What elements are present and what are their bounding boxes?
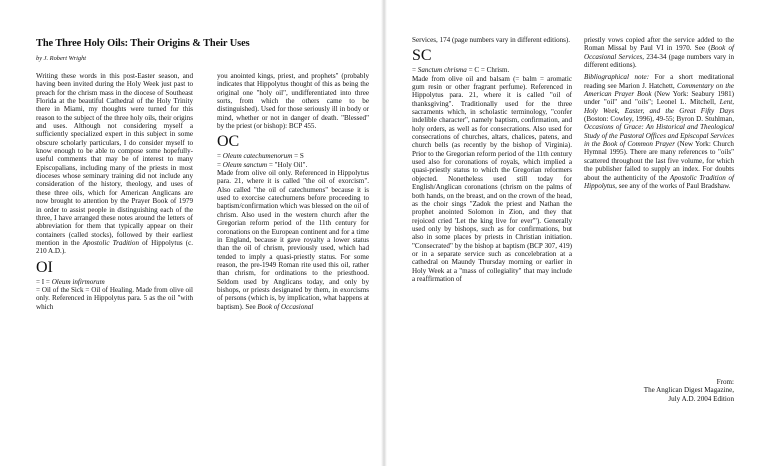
source-attribution	[584, 378, 734, 403]
sc-heading: SC	[412, 47, 432, 65]
sc-definition: = Sanctum chrisma = C = Chrism.	[412, 66, 510, 75]
article-byline: by J. Robert Wright	[36, 55, 87, 62]
column-4	[584, 36, 734, 190]
column-1	[36, 72, 193, 311]
article-title: The Three Holy Oils: Their Origins & Their Uses	[36, 38, 250, 49]
column-2	[217, 72, 369, 311]
intro-source-title: Apostolic Tradition	[82, 238, 140, 247]
oc-definition-2: = Oleum sanctum = "Holy Oil".	[217, 160, 308, 169]
sc-paragraph: Made from olive oil and balsam (= balm = aromatic gum resin or other fragrant perfume). Referenced in Hippolytus para. 21, where it is called "oil of thanksgiving". Traditionally used for the three sacraments which, in scholastic terminology, "confer indelible character", namely baptism, confirmation, and holy orders, as well as for consecrations. Also used for consecrations of churches, altars, chalices, patens, and church bells (as recently by the bishop of Virginia). Prior to the Gregorian reform period of the 11th century used also for coronations of royals, which implied a quasi-priestly status to which the Gregorian reformers objected. Nonetheless used still today for English/Anglican coronations (chrism on the palms of both hands, on the breast, and on the crown of the head, as the choir sings "Zadok the priest and Nathan the prophet anointed Solomon in Zion, and they that rejoiced cried 'Let the king live for ever'"). Generally used only by bishops, such as for confirmations, but also in some places by priests in Christian initiation. "Consecrated" by the bishop at baptism (BCP 307, 419) or in a separate service such as concelebration at a cathedral on Maundy Thursday morning or earlier in Holy Week at a "mass of collegiality" that may include a reaffirmation of	[412, 74, 572, 283]
oc-definition-1: = Oleum catechumenorum = S	[217, 152, 304, 161]
oc-heading: OC	[217, 133, 240, 151]
source-publication: The Anglican Digest Magazine,	[643, 386, 734, 395]
bibliographical-note: Bibliographical note: For a short meditational reading see Marion J. Hatchett, Commentary on the American Prayer Book (New York: Seabury 1981) under "oil" and "oils"; Leonel L. Mitchell, Lent, Holy Week, Easter, and the Great Fifty Days (Boston: Cowley, 1996), 49-55; Byron D. Stuhlman, Occasions of Grace: An Historical and Theological Study of the Pastoral Offices and Episcopal Services in the Book of Common Prayer (New York: Church Hymnal 1995). There are many references to "oils" scattered throughout the last five volume, for which the publisher failed to supply an index. For doubts about the authenticity of the Apostolic Tradition of Hippolytus, see any of the works of Paul Bradshaw.	[584, 73, 734, 190]
intro-paragraph: Writing these words in this post-Easter season, and having been invited during the Holy Week just past to preach for the chrism mass in the diocese of Southeast Florida at the beautiful Cathedral of the Holy Trinity there in Miami, my thoughts were turned for this reason to the subject of the three holy oils, their origins and uses. Although not considering myself a sufficiently specialized expert in this subject in some obscure scholarly particulars, I do consider myself to know enough to be able to compose some hopefully-useful comments that may be of interest to many Episcopalians, including many of the priests in most dioceses whose seminary training did not include any consideration of the history, theology, and uses of these three oils, which for American Anglicans are now brought to attention by the Prayer Book of 1979 in order to assist people in distinguishing each of the three, I have arranged these notes around the letters of abbreviation for them that typically appear on their containers (called stocks), followed by their earliest mention in the Apostolic Tradition of Hippolytus (c. 210 A.D.).	[36, 72, 194, 256]
oc-paragraph: Made from olive oil only. Referenced in Hippolytus para. 21, where it is called "the oil of exorcism". Also called "the oil of catechumens" because it is used to exorcise catechumens before proceeding to baptism/confirmation which was blessed on the oil of chrism. Also used in the western church after the Gregorian reform period of the 11th century for coronations on the European continent and for a time in England, because it gave royalty a lower status than the oil of chrism, previously used, which had tended to imply a quasi-priestly status. For some reason, the pre-1949 Roman rite used this oil, rather than chrism, for ordinations to the priesthood. Seldom used by Anglicans today, and only by bishops, or priests designated by them, in exorcisms of persons (which is, by implication, what happens at baptism). See Book of Occasional	[217, 169, 369, 311]
source-edition: July A.D. 2004 Edition	[668, 394, 734, 403]
oi-definition: = I = Oleum infirmorum	[36, 277, 105, 286]
source-from: From:	[716, 378, 734, 386]
oi-paragraph: = Oil of the Sick = Oil of Healing. Made from olive oil only. Referenced in Hippolytus para. 5 as the oil "with which	[36, 285, 193, 311]
col2-top-paragraph: you anointed kings, priest, and prophets" (probably indicates that Hippolytus thought of this as being the original one "holy oil", undifferentiated into three sorts, from which the others came to be distinguished). Used for those seriously ill in body or mind, whether or not in danger of death. "Blessed" by the priest (or bishop): BCP 455.	[217, 72, 369, 131]
oi-heading: OI	[36, 258, 53, 276]
col3-top-paragraph: Services, 174 (page numbers vary in different editions).	[412, 36, 571, 44]
note-label: Bibliographical note:	[584, 73, 650, 82]
col4-top-paragraph: priestly vows copied after the service added to the Roman Missal by Paul VI in 1970. See (Book of Occasional Services, 234-34 (page numbers vary in different editions).	[584, 36, 735, 70]
column-3	[412, 36, 572, 283]
